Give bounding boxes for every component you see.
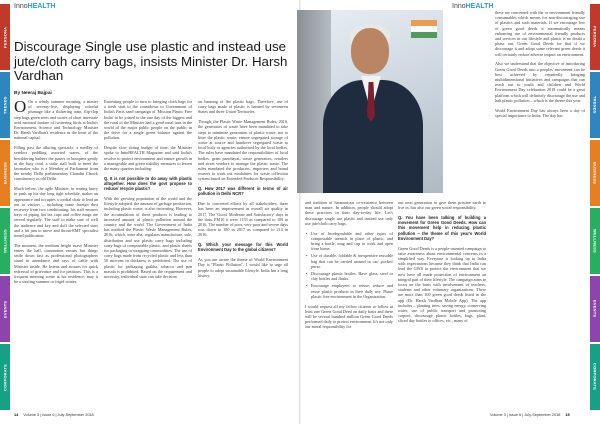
list-item: • Use of durable, foldable & inexpensive reusable bag that can be carried around in car/ pocket/ purse. xyxy=(305,253,393,269)
column-1 xyxy=(14,99,98,289)
paragraph: Filling past the alluring spectacle, a medley of vendors peddling assorted wares, of the bewildering bathers the pasers or bouquets gently at the busy road, a stake stall built to meet the lawmaker who is a Member of Parliament from the nearby Delhi parliamentary Chandni Chowk constituency in old Delhi. xyxy=(14,145,98,182)
paragraph: As you are aware the theme of World Environment Day is "Plastic Pollution". I would like to urge all people to adopt sustainable lifestyle. India has a long history xyxy=(198,257,288,278)
column-3 xyxy=(198,99,288,283)
paragraph: and tradition of harmonious co-existence between man and nature. In addition, people should adopt these practices in their day-to-day life. Let's discourage single use plastic and instead use only use jute/cloth carry bags. xyxy=(305,200,393,226)
tab-business[interactable]: BUSINESS xyxy=(0,140,10,206)
article-byline: By Neeraj Bajpai xyxy=(14,91,52,96)
question: Q. You have been talking of building a movement for Green Good Deeds. How can this movement help in reducing plastic pollution – the theme of this year's World Environment Day? xyxy=(398,215,486,241)
list-item: • Use of biodegradable and other types of compostable utensils in place of plastic, and bring a bottle, mug and cup to work and open from home. xyxy=(305,231,393,252)
tab-wellness-right[interactable]: WELLNESS xyxy=(590,208,600,274)
list-item: • Discourage plastic bottles. Have glass, steel or clay bottles and flasks. xyxy=(305,271,393,281)
tips-list xyxy=(305,231,393,299)
paragraph: Despite slow sitting budget of time, the Minister spoke to InnoHEALTH Magazine and said India's resolve to protect environment and ensure growth in a manageable and green stability measures to lessen the many quarters including: xyxy=(104,145,192,172)
article-title: Discourage Single use plastic and instead use jute/cloth carry bags, insists Minister Dr. Harsh Vardhan xyxy=(14,39,288,83)
tab-wellness[interactable]: WELLNESS xyxy=(0,208,10,274)
issue-info: Volume 3 | Issue 6 | July-September 2018 xyxy=(23,413,94,417)
issue-info: Volume 3 | Issue 6 | July-September 2018 xyxy=(490,413,561,417)
column-4 xyxy=(305,200,393,334)
paragraph: Due to concerted efforts by all stakeholders, there has been an improvement in overall air quality in 2017. The 'Good, Moderate and Satisfactory' days in the data. PM10 it were 1153 as compared to 109 in 2016. The number of poor, very poor and severe days was down to 180 in 2017 as compared to 214 in 2016. xyxy=(198,201,288,238)
paragraph: With the growing population of the world and the lifestyle adopted, the amount of garbage production, including plastic waste, is also increasing. However, the accumulation of these products is leading to increased amount of plastic pollution around the country and the world. The Government of India has notified the Plastic Waste Management Rules, 2016, which, inter alia, regulates manufacture, sale, distribution and use plastic carry bags including carry bags of compostable plastic, and plastic sheets for packaging or wrapping commodities. The use of carry bags made from recycled plastic and less than 50 microns in thickness is prohibited. The use of plastic for packaging gutkha, tobacco and pan masala is prohibited. Based on the requirement and necessity, individual state can take decision xyxy=(104,196,192,280)
footer-right xyxy=(490,413,570,417)
paragraph: Green Good Deeds is a people-oriented campaign to raise awareness about environmental concerns in a simplified way. Everyone is looking up to India with expectations because they think that India can lead the GWS to protect the environment that we now have all made protection of environment an integral part of their lifestyle. The campaign aims to focus on the basis with involvement of teachers, students and other voluntary organizations. There are more than 100 green good deeds listed in the app (Dr. Harsh Vardhan Mobile App). The app includes – planting trees, saving energy, conserving water, use of public transport and promoting carpool, discourage plastic bottles, bags, plant, sliced day bottles to offices, etc., many of xyxy=(398,245,486,324)
brand-suffix: HEALTH xyxy=(27,3,56,10)
tab-corporate-right[interactable]: CORPORATE xyxy=(590,344,600,410)
paragraph: Entreating people to turn to bringing cloth bags for a fresh start to the countdown to Government of India's Paris sand campaign of 'Mission Plastic Free India' to be joined to the one day of the biggest and the rural of the Minister had a good tonal turn in the world of the major public people on the public in the drive for a single green balance against the pollution. xyxy=(104,99,192,141)
question: Q. It is not possible to do away with plastic altogether. How does the govt propose to reduce/ recycle plastic? xyxy=(104,175,192,192)
drop-cap: O xyxy=(14,97,27,116)
paragraph: I would request all my fellow citizens to follow at least one Green Good Deed on daily basis and there will be several hundred million Green Good Deeds performed daily to protect environment. It's not only our moral responsibility for xyxy=(305,303,393,330)
paragraph xyxy=(14,99,98,141)
paragraph: Much before, the agile Minister, in tearing hurry to push up his day long tight schedule, makes an appearance and occupies a cordial chair to lead an out to visitors – including some foreign dust recovery from two conditioning; his staff ensures trays of piping hot tea cups and coffee mugs are served regularly. The staff to make sure of well the audience and key and doff the selected stars and a bit jam to move and throat-EMT specialist timed publication. xyxy=(14,186,98,239)
brand-suffix: HEALTH xyxy=(465,3,494,10)
page-number: 14 xyxy=(14,413,19,417)
column-5 xyxy=(398,200,486,328)
tab-corporate[interactable]: CORPORATE xyxy=(0,344,10,410)
tab-persona-right[interactable]: PERSONA xyxy=(590,4,600,70)
question: Q. How 2017 was different in terms of air pollution in Delhi NCR? xyxy=(198,186,288,197)
column-6 xyxy=(495,10,585,123)
paragraph: our next generation to give them pristine earth to live in, but also our green social responsibility. xyxy=(398,200,486,211)
right-section-tabs xyxy=(590,0,600,424)
tab-trends-right[interactable]: TRENDS xyxy=(590,72,600,138)
brand-logo xyxy=(14,3,56,10)
minister-photo xyxy=(297,10,443,193)
paragraph: The moment, the medium height suave Minister enters the hall, commotion ensues but things settle down fast as professional photographers stand in attendance and rays of cattle with Minister inside. He listens and assures for quick redressal of grievance and for petitions. This is a frequent morning scene at his residence, may it be a sizzling summer or frigid winter. xyxy=(14,242,98,285)
paragraph: Though, the Plastic Waste Management Rules, 2016, the generators of waste have been mandated to take steps to minimize generation of plastic waste, not to litter the plastic waste, ensure segregated storage of waste at source and handover segregated waste to local body or agencies authorised by the local bodies. The rules have mandated the responsibilities of local bodies, gram panchayat, waste generators, retailers and street vendors to manage the plastic waste. The rules mandated the producers, importers and brand owners to work out modalities for waste collection system based on Extended Producer Responsibility. xyxy=(198,119,288,182)
brand-prefix: Inno xyxy=(452,3,466,10)
tab-trends[interactable]: TRENDS xyxy=(0,72,10,138)
footer-left xyxy=(14,413,94,417)
list-item: • Encourage employees to refuse, reduce and reuse plastic products in their daily use. Phase plastic free environment in the Organization. xyxy=(305,283,393,299)
flag-icon xyxy=(411,20,437,38)
paragraph: World Environment Day has always been a day of special importance to India. The day has xyxy=(495,107,585,118)
tab-events[interactable]: EVENTS xyxy=(0,276,10,342)
column-2 xyxy=(104,99,192,284)
paragraph: Also we understand that the objective of introducing Green Good Deeds into a peoples' movement can be best achieved by repeatedly bringing multidimensional initiatives and campaigns that can reach out to youth and children and World Environment Day celebration 2018 could be a great platform which will definitely discourage the use and halt plastic pollution – which is the theme this year. xyxy=(495,61,585,103)
left-section-tabs xyxy=(0,0,10,424)
question: Q. Which your message for this World Environment Day to the global citizens? xyxy=(198,242,288,253)
tab-events-right[interactable]: EVENTS xyxy=(590,276,600,342)
paragraph: on banning of the plastic bags. Therefore, use of carry bags made of plastic is banned by seventeen States and three Union Territories. xyxy=(198,99,288,115)
brand-logo-right xyxy=(452,3,494,10)
tab-business-right[interactable]: BUSINESS xyxy=(590,140,600,206)
tab-persona[interactable]: PERSONA xyxy=(0,4,10,70)
photo-face xyxy=(351,28,389,74)
paragraph: these are concerned with the or environment friendly consumables which means for non-discouraging use of plastics and such materials. If we encourage few of green good deeds it automatically means enhancing use of environmental friendly products and services in our lifestyle and plastic is no doubt a phase out. Green Good Deeds for that if we discourage it and adopt some relevant green deeds it will certainly reduce adverse impact on environment. xyxy=(495,10,585,57)
brand-prefix: Inno xyxy=(14,3,28,10)
page-number: 15 xyxy=(565,413,570,417)
paragraph-text: On a windy summer morning, a master of seventy-five, displaying colorful plumage like a flickering train, flip-flop step bags green trees and scores of short interstate avid national fanfare of twittering birds at India's Environment, Science and Technology Minister Dr. Harsh Vardhan's residence in the heart of the national capital. xyxy=(14,99,98,141)
